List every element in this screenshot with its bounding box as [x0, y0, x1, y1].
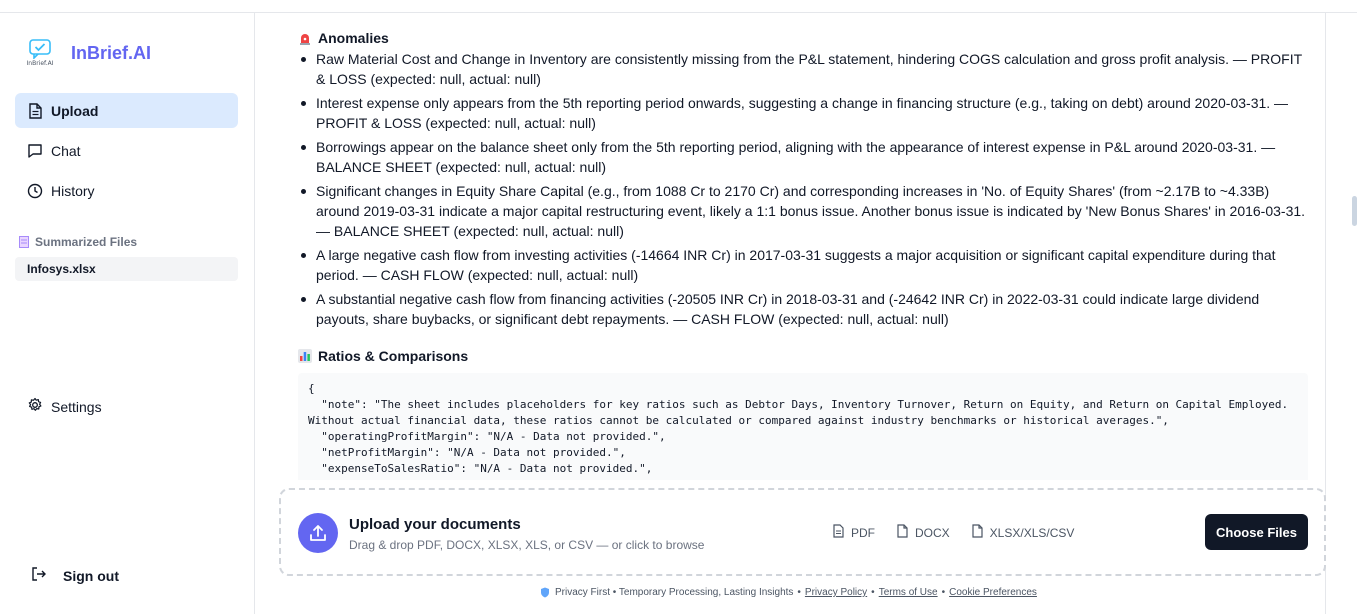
clock-icon: [27, 183, 43, 199]
summarized-files-label: Summarized Files: [35, 235, 138, 249]
choose-files-button[interactable]: Choose Files: [1205, 514, 1308, 550]
chat-check-logo-icon: [29, 39, 51, 59]
file-type-label: DOCX: [915, 525, 950, 540]
sidebar-item-label: History: [51, 182, 95, 199]
privacy-policy-link[interactable]: Privacy Policy: [804, 587, 868, 598]
sign-out-button[interactable]: [31, 566, 119, 585]
list-item: Significant changes in Equity Share Capital (e.g., from 1088 Cr to 2170 Cr) and corresponding increases in 'No. of Equity Shares' (from ~2.17B to ~4.33B) around 2019-03-31 indicate a major capital restructuring event, likely a 1:1 bonus issue. Another bonus issue is indicated by 'New Bonus Shares' in 2016-03-31. — BALANCE SHEET (expected: null, actual: null): [298, 181, 1308, 241]
file-type-pdf: [833, 524, 875, 541]
brand-name: InBrief.AI: [71, 42, 152, 63]
list-item: A large negative cash flow from investing activities (-14664 INR Cr) in 2017-03-31 suggests a major acquisition or significant capital expenditure during that period. — CASH FLOW (expected: null, actual: null): [298, 245, 1308, 285]
list-item: Borrowings appear on the balance sheet only from the 5th reporting period, aligning with the appearance of interest expense in P&L around 2020-03-31. — BALANCE SHEET (expected: null, actual: null): [298, 137, 1308, 177]
anomalies-title: Anomalies: [318, 30, 389, 46]
summarized-file-item[interactable]: Infosys.xlsx: [15, 257, 238, 281]
anomalies-heading: [298, 29, 1308, 47]
settings-label: Settings: [51, 398, 102, 415]
terms-of-use-link[interactable]: Terms of Use: [878, 587, 938, 598]
file-type-docx: [897, 524, 950, 541]
list-item: A substantial negative cash flow from financing activities (-20505 INR Cr) in 2018-03-31 and (-24642 INR Cr) in 2022-03-31 could indicate large dividend payouts, share buybacks, or significant debt repayments. — CASH FLOW (expected: null, actual: null): [298, 289, 1308, 329]
ratios-title: Ratios & Comparisons: [318, 348, 469, 364]
alert-siren-icon: [298, 31, 312, 45]
sign-out-label: Sign out: [63, 567, 119, 584]
settings-button[interactable]: [27, 397, 102, 416]
footer-separator: •: [797, 587, 801, 598]
sidebar-item-upload[interactable]: [15, 93, 238, 128]
brand-logo: [22, 35, 58, 71]
ratios-heading: [298, 347, 1308, 365]
summary-body: [298, 29, 1308, 480]
upload-icon: [298, 513, 338, 553]
scrollbar-thumb[interactable]: [1352, 196, 1357, 226]
brand-logo-text: InBrief.AI: [26, 60, 54, 67]
cookie-preferences-link[interactable]: Cookie Preferences: [949, 587, 1037, 598]
upload-title: Upload your documents: [349, 516, 521, 533]
chat-bubble-icon: [27, 143, 43, 159]
scrollbar-track[interactable]: [1325, 13, 1357, 614]
sidebar-item-history[interactable]: [15, 173, 238, 208]
footer: [540, 587, 1037, 598]
file-type-label: XLSX/XLS/CSV: [989, 525, 1075, 540]
summary-content[interactable]: [255, 13, 1325, 480]
gear-icon: [27, 397, 43, 416]
sidebar-item-label: Upload: [51, 102, 99, 119]
shield-icon: [540, 587, 550, 598]
summarized-files-heading: [19, 235, 137, 249]
footer-separator: •: [941, 587, 946, 598]
file-icon: [897, 524, 908, 541]
footer-tagline: Privacy First • Temporary Processing, Lasting Insights: [555, 587, 794, 598]
file-type-label: PDF: [851, 525, 875, 540]
file-type-spreadsheet: [972, 524, 1075, 541]
document-icon: [27, 103, 43, 119]
file-stack-icon: [19, 236, 29, 248]
bar-chart-icon: [298, 349, 312, 363]
sidebar-item-label: Chat: [51, 142, 81, 159]
sidebar: [0, 13, 255, 614]
file-icon: [972, 524, 983, 541]
sidebar-item-chat[interactable]: [15, 133, 238, 168]
sign-out-icon: [31, 566, 47, 585]
upload-subtitle: Drag & drop PDF, DOCX, XLSX, XLS, or CSV — or click to browse: [349, 538, 705, 552]
upload-dropzone[interactable]: [279, 488, 1326, 576]
footer-separator: •: [871, 587, 875, 598]
list-item: Interest expense only appears from the 5th reporting period onwards, suggesting a change in financing structure (e.g., taking on debt) around 2020-03-31. — PROFIT & LOSS (expected: null, actual: null): [298, 93, 1308, 133]
ratios-json-block: { "note": "The sheet includes placeholders for key ratios such as Debtor Days, Inventory Turnover, Return on Equity, and Return on Capital Employed. Without actual financial data, these ratios cannot be calculated or compared against industry benchmarks or historical averages.", "operatingProfitMargin": "N/A - Data not provided.", "netProfitMargin": "N/A - Data not provided.", "expenseToSalesRatio": "N/A - Data not provided.",: [298, 373, 1308, 480]
file-types: [833, 524, 1096, 541]
list-item: Raw Material Cost and Change in Inventory are consistently missing from the P&L statement, hindering COGS calculation and gross profit analysis. — PROFIT & LOSS (expected: null, actual: null): [298, 49, 1308, 89]
file-text-icon: [833, 524, 844, 541]
brand[interactable]: [22, 35, 151, 71]
anomalies-list: [298, 49, 1308, 329]
